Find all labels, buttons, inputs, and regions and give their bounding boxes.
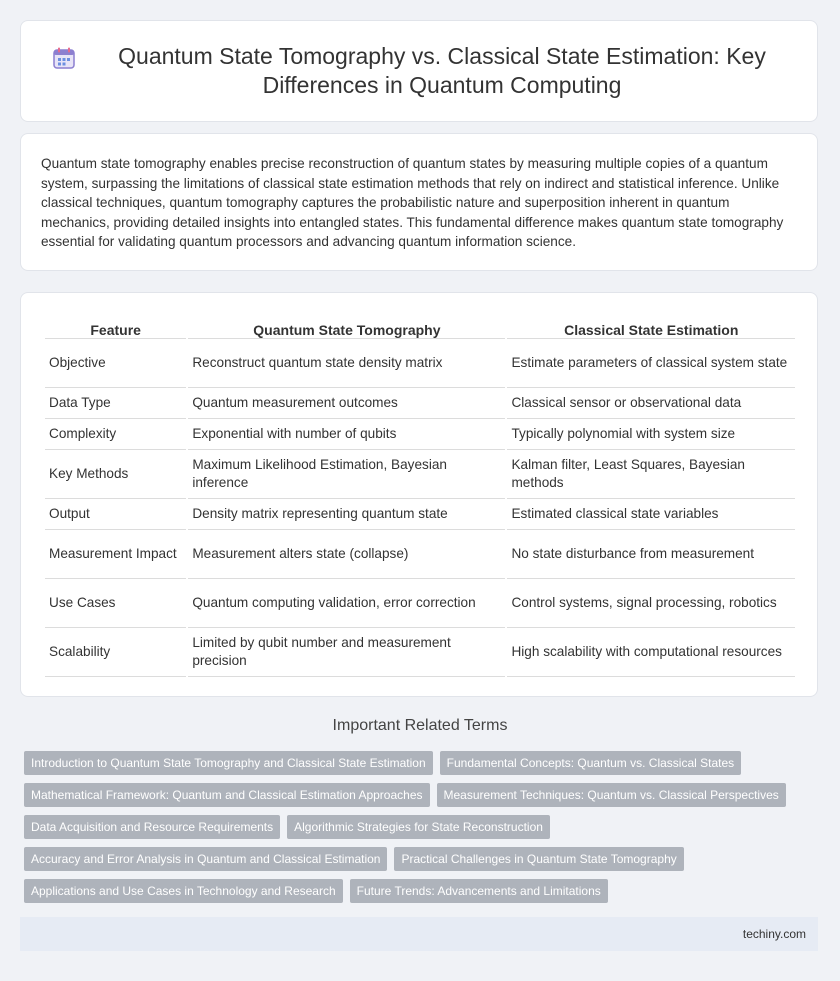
row-classical: High scalability with computational resources	[507, 628, 795, 677]
related-term-tag[interactable]: Mathematical Framework: Quantum and Classical Estimation Approaches	[24, 783, 430, 807]
related-terms-list	[24, 751, 804, 903]
table-row	[45, 530, 795, 579]
row-classical: No state disturbance from measurement	[507, 530, 795, 579]
row-feature: Data Type	[45, 388, 186, 419]
row-quantum: Quantum computing validation, error correction	[188, 579, 505, 628]
calendar-icon	[51, 45, 77, 71]
row-feature: Scalability	[45, 628, 186, 677]
related-term-tag[interactable]: Data Acquisition and Resource Requirements	[24, 815, 280, 839]
related-term-tag[interactable]: Practical Challenges in Quantum State Tomography	[394, 847, 683, 871]
table-row	[45, 628, 795, 677]
header-feature: Feature	[45, 315, 186, 339]
header-quantum: Quantum State Tomography	[188, 315, 505, 339]
row-classical: Typically polynomial with system size	[507, 419, 795, 450]
related-term-tag[interactable]: Future Trends: Advancements and Limitations	[350, 879, 608, 903]
table-header-row	[45, 315, 795, 339]
title-card	[20, 20, 818, 122]
comparison-table	[43, 315, 797, 677]
row-feature: Output	[45, 499, 186, 530]
row-quantum: Measurement alters state (collapse)	[188, 530, 505, 579]
row-quantum: Reconstruct quantum state density matrix	[188, 339, 505, 388]
related-term-tag[interactable]: Accuracy and Error Analysis in Quantum and Classical Estimation	[24, 847, 387, 871]
row-classical: Estimated classical state variables	[507, 499, 795, 530]
row-feature: Measurement Impact	[45, 530, 186, 579]
table-row	[45, 450, 795, 499]
row-quantum: Maximum Likelihood Estimation, Bayesian inference	[188, 450, 505, 499]
row-quantum: Quantum measurement outcomes	[188, 388, 505, 419]
table-row	[45, 339, 795, 388]
footer-site-link[interactable]: techiny.com	[742, 927, 806, 941]
related-term-tag[interactable]: Applications and Use Cases in Technology and Research	[24, 879, 343, 903]
related-term-tag[interactable]: Algorithmic Strategies for State Reconstruction	[287, 815, 550, 839]
related-term-tag[interactable]: Measurement Techniques: Quantum vs. Classical Perspectives	[437, 783, 786, 807]
row-classical: Estimate parameters of classical system state	[507, 339, 795, 388]
row-feature: Key Methods	[45, 450, 186, 499]
comparison-card	[20, 292, 818, 697]
title-wrap	[21, 21, 817, 121]
table-row	[45, 419, 795, 450]
footer	[20, 917, 818, 951]
page-title: Quantum State Tomography vs. Classical State Estimation: Key Differences in Quantum Computing	[118, 43, 766, 98]
table-row	[45, 388, 795, 419]
related-terms-title: Important Related Terms	[332, 717, 508, 734]
table-row	[45, 499, 795, 530]
row-classical: Classical sensor or observational data	[507, 388, 795, 419]
row-feature: Objective	[45, 339, 186, 388]
row-feature: Use Cases	[45, 579, 186, 628]
row-quantum: Exponential with number of qubits	[188, 419, 505, 450]
intro-paragraph: Quantum state tomography enables precise reconstruction of quantum states by measuring multiple copies of a quantum system, surpassing the limitations of classical state estimation methods that rely on indirect and statistical inference. Unlike classical techniques, quantum tomography captures the probabilistic nature and superposition inherent in quantum mechanics, providing detailed insights into entangled states. This fundamental difference makes quantum state tomography essential for validating quantum processors and advancing quantum information science.	[41, 156, 784, 250]
related-term-tag[interactable]: Introduction to Quantum State Tomography and Classical State Estimation	[24, 751, 433, 775]
intro-card	[20, 133, 818, 271]
table-row	[45, 579, 795, 628]
row-classical: Control systems, signal processing, robotics	[507, 579, 795, 628]
row-quantum: Limited by qubit number and measurement precision	[188, 628, 505, 677]
row-feature: Complexity	[45, 419, 186, 450]
row-classical: Kalman filter, Least Squares, Bayesian methods	[507, 450, 795, 499]
related-term-tag[interactable]: Fundamental Concepts: Quantum vs. Classical States	[440, 751, 741, 775]
row-quantum: Density matrix representing quantum state	[188, 499, 505, 530]
header-classical: Classical State Estimation	[507, 315, 795, 339]
